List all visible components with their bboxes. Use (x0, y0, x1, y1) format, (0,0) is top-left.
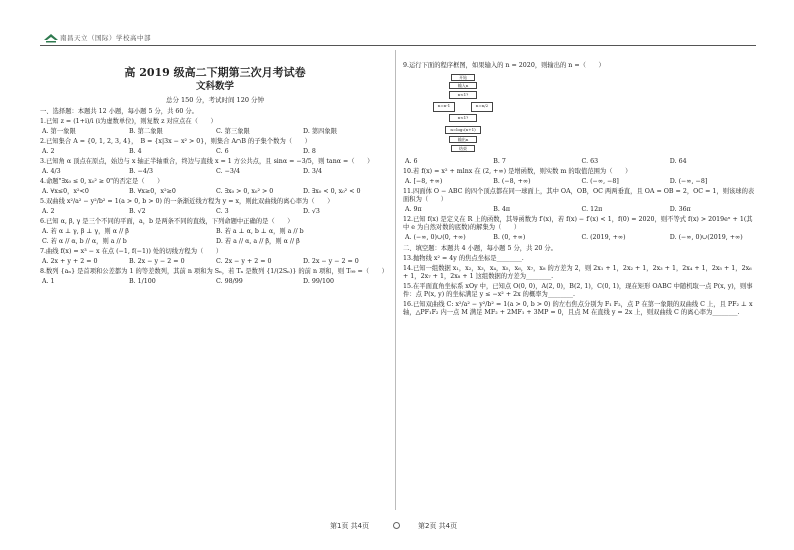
left-column (40, 60, 390, 286)
answer-option: D. 8 (303, 148, 316, 155)
flowchart (433, 74, 493, 154)
page-divider-dot (393, 522, 400, 529)
flow-box-print: 输出n (449, 136, 477, 143)
answer-option: A. 第一象限 (42, 128, 76, 135)
answer-option: D. ∃x₀ < 0, x₀² < 0 (303, 188, 361, 195)
answer-options (40, 278, 390, 286)
left-questions (40, 108, 390, 286)
question-text: 4.命题"∃x₀ ≤ 0, x₀² ≥ 0"的否定是（ ） (40, 178, 164, 185)
question-text: 12.已知 f(x) 是定义在 R 上的函数，其导函数为 f′(x)，若 f(x) − f′(x) < 1，f(0) = 2020，则不等式 f(x) > 2019eˣ + 1(其中 e 为自然对数的底数)的解集为（ ） (403, 216, 753, 231)
flow-box-input: 输入n (449, 82, 477, 89)
page-number-1: 第1页 共4页 (330, 522, 370, 530)
answer-option: A. 2x + y + 2 = 0 (42, 258, 98, 265)
answer-option: C. 63 (581, 158, 599, 165)
exam-subject: 文科数学 (195, 81, 234, 92)
answer-option: B. (0, +∞) (493, 234, 526, 241)
answer-option: A. 6 (405, 158, 418, 165)
question-text: 14.已知一组数据 x₁，x₂，x₃，x₄，x₅，x₆，x₇，x₈ 的方差为 2，则 2x₁ + 1，2x₂ + 1，2x₃ + 1，2x₄ + 1，2x₅ + 1，2x₆ + 1，2x₇ + 1，2x₈ + 1 这组数据的方差为________. (403, 265, 752, 280)
flow-box-end: 结束 (451, 145, 475, 152)
answer-option: C. 若 α // α, b // α，则 a // b (42, 238, 127, 245)
question-text: 5.双曲线 x²/a² − y²/b² = 1(a > 0, b > 0) 的一条渐近线方程为 y = x，则此双曲线的离心率为（ ） (40, 198, 334, 205)
answer-options (403, 178, 758, 186)
exam-info: 总分 150 分，考试时间 120 分钟 (165, 96, 265, 104)
flow-box-right: n=n/2 (471, 102, 493, 112)
answer-option: C. 第三象限 (216, 128, 250, 135)
answer-option: C. 3 (216, 208, 229, 215)
flow-box-start: 开始 (451, 74, 475, 81)
answer-option: D. 3/4 (303, 168, 322, 175)
answer-option: C. (−∞, −8] (581, 178, 619, 185)
answer-option: A. 2 (42, 208, 55, 215)
question-text: 3.已知角 α 顶点在原点，始边与 x 轴正半轴重合，终边与直线 x = 1 方公共点，且 sinα = −3/5，则 tanα =（ ） (40, 158, 374, 165)
answer-options (40, 228, 390, 236)
page-header (0, 0, 794, 46)
answer-options (40, 168, 390, 176)
answer-option: C. 2x − y + 2 = 0 (216, 258, 272, 265)
answer-option: A. 2 (42, 148, 55, 155)
answer-option: D. 99/100 (303, 278, 334, 285)
answer-option: A. 9π (405, 206, 422, 213)
right-column (403, 60, 758, 317)
answer-option: A. 4/3 (42, 168, 61, 175)
answer-option: C. 12π (581, 206, 603, 213)
answer-option: D. (−∞, −8] (669, 178, 708, 185)
answer-option: D. 2x − y − 2 = 0 (303, 258, 359, 265)
flow-box-left: n=n-1 (433, 102, 455, 112)
section-heading: 二、填空题：本题共 4 小题，每小题 5 分，共 20 分。 (403, 245, 557, 252)
answer-option: C. ∃x₀ > 0, x₀² > 0 (216, 188, 274, 195)
column-divider (395, 50, 396, 510)
answer-options (403, 206, 758, 214)
question-text: 15.在平面直角坐标系 xOy 中，已知点 O(0, 0)，A(2, 0)，B(2, 1)，C(0, 1)，现在矩形 OABC 中随机取一点 P(x, y)，则事件：点 P(x, y) 的坐标满足 y ≤ −x² + 2x 的概率为________. (403, 283, 753, 298)
question-text: 13.抛物线 x² = 4y 的焦点坐标是________. (403, 255, 524, 262)
section-heading: 一、选择题：本题共 12 小题，每小题 5 分，共 60 分。 (40, 108, 198, 115)
exam-title: 高 2019 级高二下期第三次月考试卷 (124, 66, 306, 79)
answer-option: B. 2x − y − 2 = 0 (129, 258, 185, 265)
answer-option: B. 7 (493, 158, 506, 165)
answer-option: C. −3/4 (216, 168, 241, 175)
answer-option: A. 1 (42, 278, 55, 285)
flow-box-cond2: n<1? (449, 114, 477, 122)
question-text: 8.数列 {aₙ} 是首项和公差都为 1 的等差数列，其前 n 项和为 Sₙ，若 Tₙ 是数列 {1/(2Sₙ)} 的前 n 项和，则 T₉₉ =（ ） (40, 268, 388, 275)
answer-option: B. (−8, +∞) (493, 178, 531, 185)
question-text: 6.已知 α, β, γ 是三个不同的平面，a，b 是两条不同的直线，下列命题中正确的是（ ） (40, 218, 294, 225)
answer-option: B. 第二象限 (129, 128, 163, 135)
answer-options (40, 188, 390, 196)
answer-options (40, 148, 390, 156)
question-text: 10.若 f(x) = x² + mlnx 在 (2, +∞) 是增函数，则实数 m 的取值范围为（ ） (403, 168, 632, 175)
answer-options (40, 238, 390, 246)
page-number-2: 第2页 共4页 (418, 522, 458, 530)
answer-option: D. 64 (669, 158, 687, 165)
flow-box-cond1: n<1? (449, 91, 477, 99)
question-text: 7.曲线 f(x) = x³ − x 在点 (−1, f(−1)) 处的切线方程为（ ） (40, 248, 223, 255)
header-rule (40, 45, 756, 46)
answer-option: A. 若 α ⊥ γ, β ⊥ γ，则 α // β (42, 228, 129, 235)
answer-option: C. 98/99 (216, 278, 243, 285)
answer-options (40, 208, 390, 216)
question-text: 16.已知双曲线 C: x²/a² − y²/b² = 1(a > 0, b > 0) 的左右焦点分别为 F₁ F₂，点 P 在第一象限的双曲线 C 上，且 PF₂ ⊥ x 轴，△PF₁F₂ 内一点 M 满足 MF₂ + 2MF₁ + 3MP = 0，且点 M 在直线 y = 2x 上，则双曲线 C 的离心率为________. (403, 301, 753, 316)
question-text: 9.运行下面的程序框图，如果输入的 n = 2020，则输出的 n =（ ） (403, 62, 605, 69)
answer-option: D. 36π (669, 206, 691, 213)
right-questions (403, 62, 758, 317)
answer-option: D. (−∞, 0)∪(2019, +∞) (669, 234, 743, 241)
answer-options (403, 234, 758, 242)
flow-box-out: n=log₂(n+1) (445, 126, 481, 134)
answer-options (403, 158, 758, 166)
answer-option: C. (2019, +∞) (581, 234, 626, 241)
answer-option: A. (−∞, 0)∪(0, +∞) (405, 234, 466, 241)
answer-option: D. 第四象限 (303, 128, 338, 135)
answer-option: D. 若 a // α, a // β，则 α // β (216, 238, 300, 245)
question-text: 2.已知集合 A = {0, 1, 2, 3, 4}， B = {x|3x − x² > 0}，则集合 A∩B 的子集个数为（ ） (40, 138, 311, 145)
answer-options (40, 128, 390, 136)
answer-option: D. √3 (303, 208, 320, 215)
school-name: 南昌天立（国际）学校高中部 (60, 34, 151, 42)
answer-option: B. 4 (129, 148, 142, 155)
answer-options (40, 258, 390, 266)
answer-option: B. 若 a ⊥ α, b ⊥ α，则 a // b (216, 228, 304, 235)
answer-option: C. 6 (216, 148, 229, 155)
answer-option: A. ∀x≤0，x²<0 (42, 188, 89, 195)
question-text: 11.四面体 O − ABC 的四个顶点都在同一球面上，其中 OA，OB，OC 两两垂直，且 OA = OB = 2，OC = 1，则该球的表面积为（ ） (403, 188, 755, 203)
answer-option: B. √2 (129, 208, 146, 215)
answer-option: B. 1/100 (129, 278, 156, 285)
answer-option: B. 4π (493, 206, 511, 213)
answer-option: B. −4/3 (129, 168, 154, 175)
question-text: 1.已知 z = (1+i)/i (i为虚数单位)，则复数 z 对应点在（ ） (40, 118, 217, 125)
answer-option: A. [−8, +∞) (405, 178, 443, 185)
school-logo-icon (44, 33, 58, 43)
answer-option: B. ∀x≥0，x²≥0 (129, 188, 176, 195)
